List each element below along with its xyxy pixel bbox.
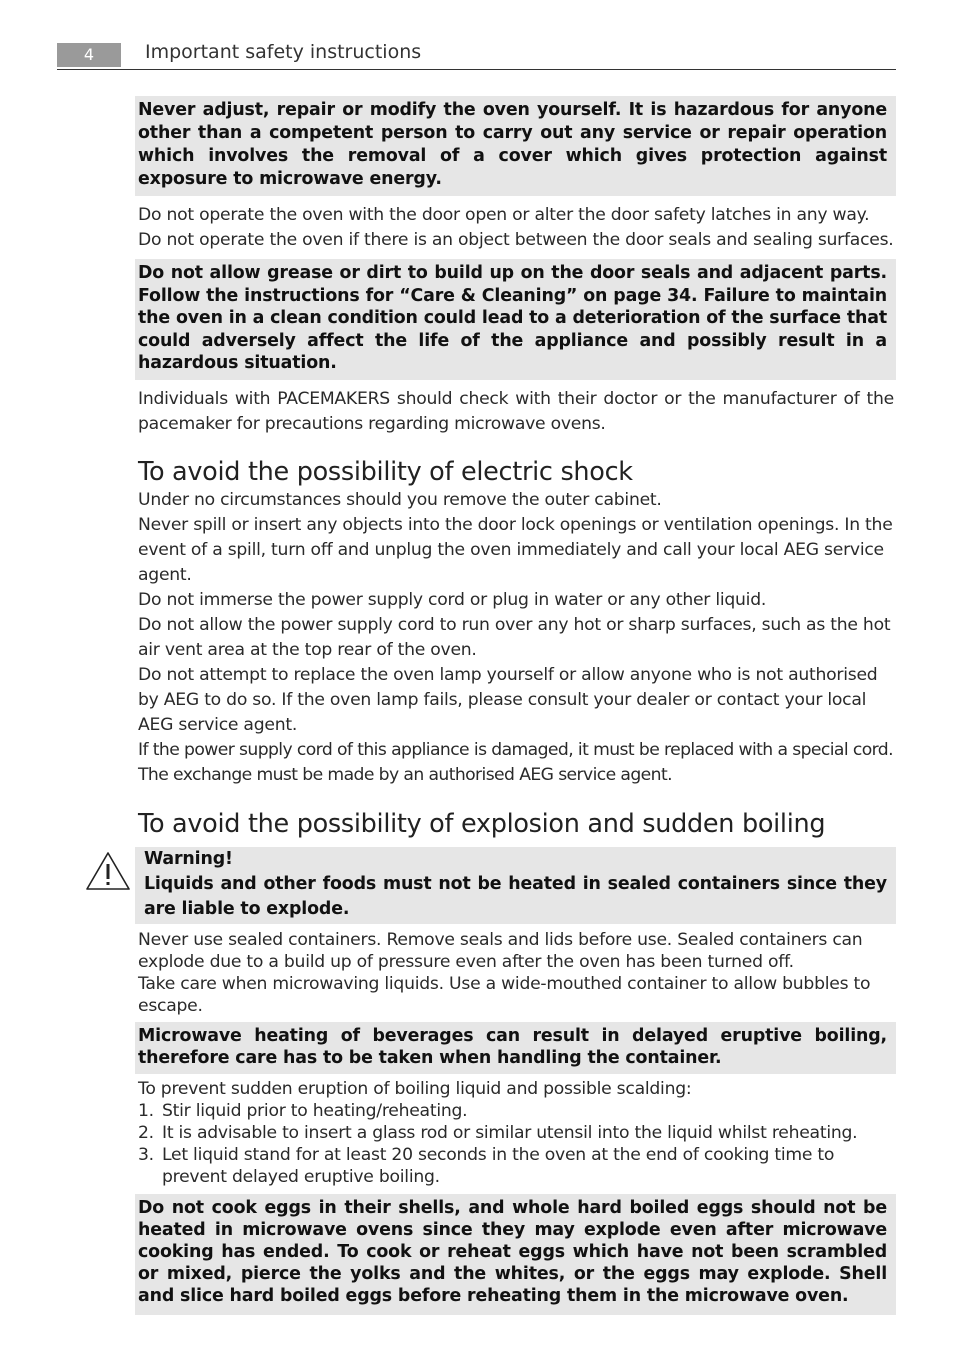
- notice-cleaning: Do not allow grease or dirt to build up on the door seals and adjacent parts. Follow the instructions for “Care & Cleaning” on page 34. Failure to maintain the oven in a clean condition could lead to a deterioration of the surface that could adversely affect the life of the appliance and possibly result in a hazardous situation.: [135, 259, 896, 380]
- paragraph: Do not immerse the power supply cord or plug in water or any other liquid.: [138, 589, 767, 610]
- notice-eggs: Do not cook eggs in their shells, and whole hard boiled eggs should not be heated in microwave ovens since they may explode even after microwave cooking has ended. To cook or reheat eggs which have not been scrambled or mixed, pierce the yolks and the whites, or the eggs may explode. Shell and slice hard boiled eggs before reheating them in the microwave oven.: [135, 1194, 896, 1315]
- paragraph: Do not attempt to replace the oven lamp yourself or allow anyone who is not authorised by AEG to do so. If the oven lamp fails, please consult your dealer or contact your local AEG service agent.: [138, 664, 878, 735]
- list-item: [138, 1100, 894, 1122]
- list-item: [138, 1144, 894, 1188]
- paragraph: Never use sealed containers. Remove seals and lids before use. Sealed containers can explode due to a build up of pressure even after the oven has been turned off.: [138, 929, 863, 972]
- section-heading-shock: To avoid the possibility of electric shock: [138, 456, 633, 487]
- section-heading-explosion: To avoid the possibility of explosion and sudden boiling: [138, 808, 826, 839]
- sealed-containers-text: [135, 926, 896, 1017]
- page-header: [0, 40, 954, 72]
- pacemaker-text: Individuals with PACEMAKERS should check with their doctor or the manufacturer of the pacemaker for precautions regarding microwave ovens.: [138, 388, 894, 434]
- list-text: Let liquid stand for at least 20 seconds in the oven at the end of cooking time to prevent delayed eruptive boiling.: [162, 1144, 835, 1187]
- warning-triangle-icon: [85, 851, 131, 891]
- warning-box: [135, 847, 896, 924]
- header-title: Important safety instructions: [145, 41, 422, 63]
- warning-text: Liquids and other foods must not be heated in sealed containers since they are liable to explode.: [144, 873, 887, 919]
- notice-repair: Never adjust, repair or modify the oven yourself. It is hazardous for anyone other than a competent person to carry out any service or repair operation which involves the removal of a cover which gives protection against exposure to microwave energy.: [135, 96, 896, 196]
- paragraph: Do not operate the oven if there is an object between the door seals and sealing surfaces.: [138, 230, 894, 250]
- list-item: [138, 1122, 894, 1144]
- scalding-list: [138, 1100, 894, 1188]
- shock-text: [135, 487, 896, 788]
- paragraph: Take care when microwaving liquids. Use a wide-mouthed container to allow bubbles to escape.: [138, 973, 871, 1016]
- scalding-list-block: [135, 1075, 896, 1188]
- paragraph: If the power supply cord of this appliance is damaged, it must be replaced with a special cord. The exchange must be made by an authorised AEG service agent.: [138, 739, 893, 785]
- notice-beverages: Microwave heating of beverages can result in delayed eruptive boiling, therefore care has to be taken when handling the container.: [135, 1022, 896, 1074]
- list-text: Stir liquid prior to heating/reheating.: [162, 1100, 468, 1121]
- paragraph: Do not operate the oven with the door open or alter the door safety latches in any way.: [138, 205, 870, 225]
- paragraph: Do not allow the power supply cord to run over any hot or sharp surfaces, such as the hot air vent area at the top rear of the oven.: [138, 614, 891, 660]
- warning-block: [135, 847, 896, 924]
- page-number: 4: [57, 43, 121, 67]
- page-content: [135, 96, 896, 1315]
- paragraph: Never spill or insert any objects into the door lock openings or ventilation openings. In the event of a spill, turn off and unplug the oven immediately and call your local AEG service agent.: [138, 514, 893, 585]
- list-number: 2.: [138, 1122, 154, 1143]
- paragraph: Under no circumstances should you remove the outer cabinet.: [138, 489, 662, 510]
- list-intro: To prevent sudden eruption of boiling liquid and possible scalding:: [138, 1078, 692, 1099]
- warning-label: Warning!: [144, 848, 233, 869]
- list-number: 1.: [138, 1100, 154, 1121]
- list-number: 3.: [138, 1144, 154, 1165]
- door-operation-text: [135, 200, 896, 253]
- list-text: It is advisable to insert a glass rod or similar utensil into the liquid whilst reheating.: [162, 1122, 858, 1143]
- header-rule: [57, 69, 896, 70]
